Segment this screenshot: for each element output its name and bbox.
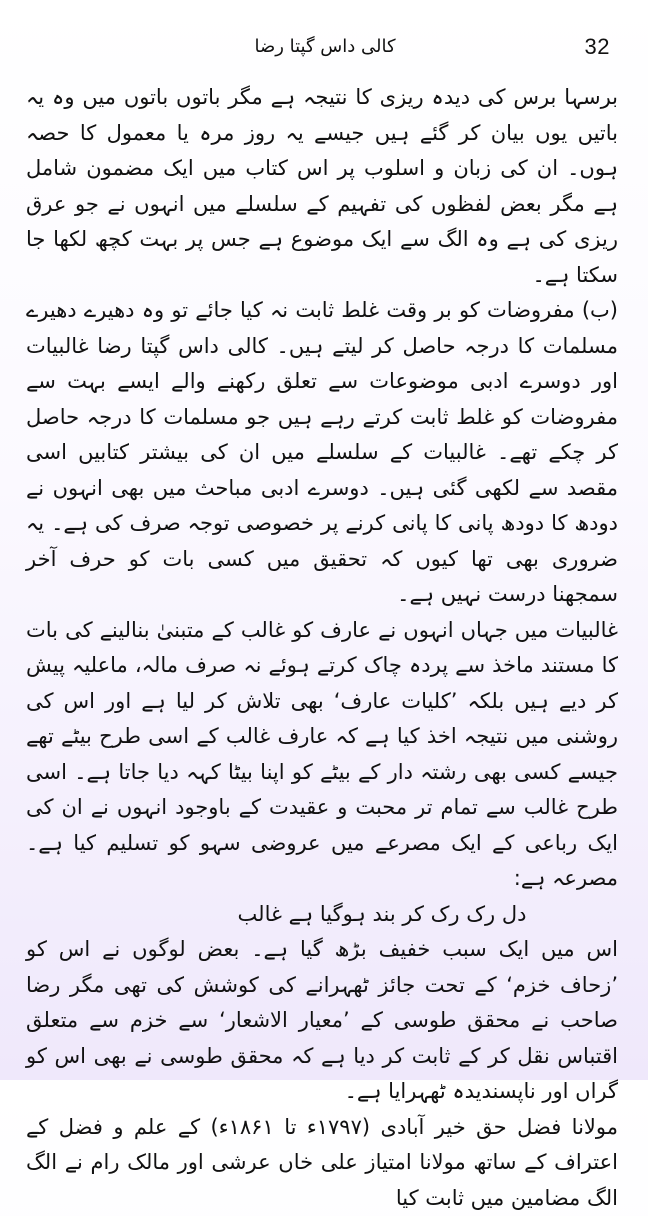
paragraph-1: برسہا برس کی دیدہ ریزی کا نتیجہ ہے مگر باتوں باتوں میں وہ یہ باتیں یوں بیان کر گئے ہیں جیسے یہ روز مرہ یا معمول کا حصہ ہوں۔ ان کی زبان و اسلوب پر اس کتاب میں ایک مضمون شامل ہے مگر بعض لفظوں کی تفہیم کے سلسلے میں انہوں نے جو عرق ریزی کی ہے وہ الگ سے ایک موضوع ہے جس پر بہت کچھ لکھا جا سکتا ہے۔ [26, 80, 618, 293]
running-title: کالی داس گپتا رضا [40, 36, 610, 57]
paragraph-4: اس میں ایک سبب خفیف بڑھ گیا ہے۔ بعض لوگوں نے اس کو ’زحاف خزم‘ کے تحت جائز ٹھہرانے کی کوشش کی تھی مگر رضا صاحب نے محقق طوسی کے ’معیار الاشعار‘ سے خزم سے متعلق اقتباس نقل کر کے ثابت کر دیا ہے کہ محقق طوسی نے بھی اس کو گراں اور ناپسندیدہ ٹھہرایا ہے۔ [26, 932, 618, 1110]
paragraph-2: (ب) مفروضات کو بر وقت غلط ثابت نہ کیا جائے تو وہ دھیرے دھیرے مسلمات کا درجہ حاصل کر لیتے ہیں۔ کالی داس گپتا رضا غالبیات اور دوسرے ادبی موضوعات سے تعلق رکھنے والے ایسے بہت سے مفروضات کو غلط ثابت کرتے رہے ہیں جو مسلمات کا درجہ حاصل کر چکے تھے۔ غالبیات کے سلسلے میں ان کی بیشتر کتابیں اسی مقصد سے لکھی گئی ہیں۔ دوسرے ادبی مباحث میں بھی انہوں نے دودھ کا دودھ پانی کا پانی کرنے پر خصوصی توجہ صرف کی ہے۔ یہ ضروری بھی تھا کیوں کہ تحقیق میں کسی بات کو حرف آخر سمجھنا درست نہیں ہے۔ [26, 293, 618, 613]
page-number: 32 [585, 34, 610, 60]
quoted-verse: دل رک رک کر بند ہوگیا ہے غالب [26, 897, 618, 933]
paragraph-3: غالبیات میں جہاں انہوں نے عارف کو غالب کے متبنیٰ بنالینے کی بات کا مستند ماخذ سے پردہ چاک کرتے ہوئے نہ صرف مالہ، ماعلیہ پیش کر دیے ہیں بلکہ ’کلیات عارف‘ بھی تلاش کر لیا ہے اور اس کی روشنی میں نتیجہ اخذ کیا ہے کہ عارف غالب کے اسی طرح بیٹے تھے جیسے کسی بھی رشتہ دار کے بیٹے کو اپنا بیٹا کہہ دیا جاتا ہے۔ اسی طرح غالب سے تمام تر محبت و عقیدت کے باوجود انہوں نے ان کی ایک رباعی کے ایک مصرعے میں عروضی سہو کو تسلیم کیا ہے۔ مصرعہ ہے: [26, 613, 618, 897]
page-body [26, 80, 618, 1216]
paragraph-5: مولانا فضل حق خیر آبادی (۱۷۹۷ء تا ۱۸۶۱ء) کے علم و فضل کے اعتراف کے ساتھ مولانا امتیاز علی خاں عرشی اور مالک رام نے الگ الگ مضامین میں ثابت کیا [26, 1110, 618, 1216]
page-header [40, 34, 610, 64]
